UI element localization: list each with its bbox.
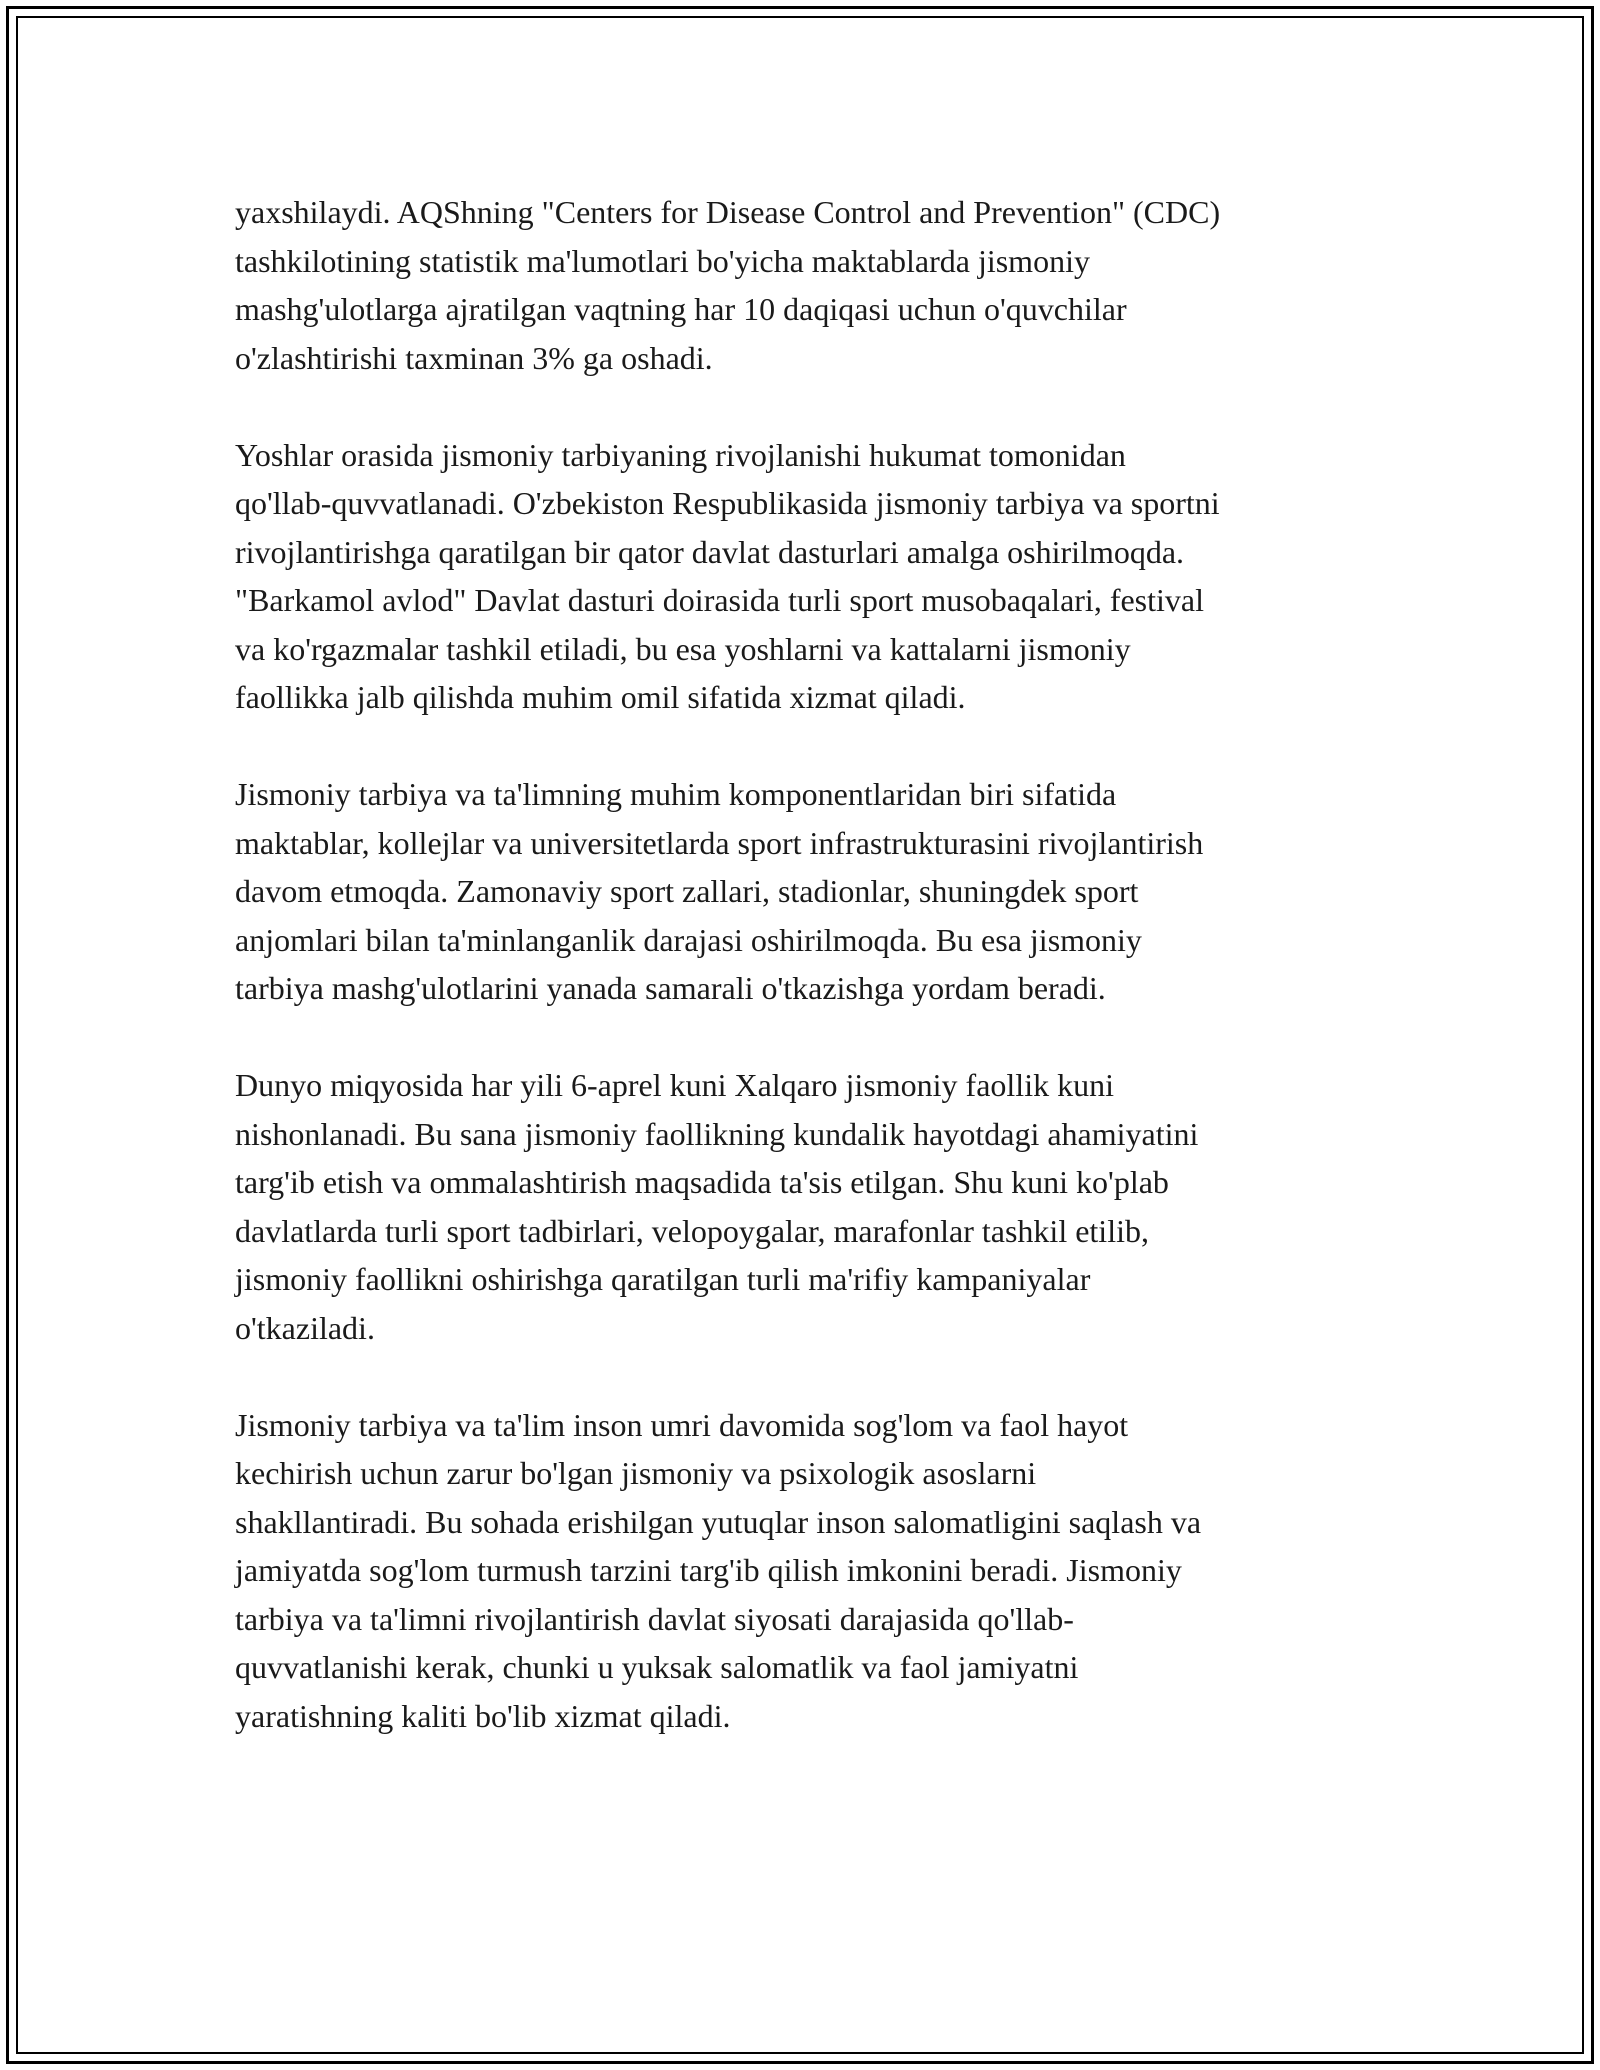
- text-line: o'zlashtirishi taxminan 3% ga oshadi.: [235, 339, 713, 376]
- text-line: shakllantiradi. Bu sohada erishilgan yutuqlar inson salomatligini saqlash va: [235, 1503, 1202, 1540]
- text-line: davom etmoqda. Zamonaviy sport zallari, stadionlar, shuningdek sport: [235, 873, 1139, 909]
- paragraph-government-support: [235, 431, 1370, 722]
- text-line: faollikka jalb qilishda muhim omil sifatida xizmat qiladi.: [235, 679, 966, 715]
- text-line: tarbiya mashg'ulotlarini yanada samarali o'tkazishga yordam beradi.: [235, 970, 1106, 1006]
- text-line: rivojlantirishga qaratilgan bir qator davlat dasturlari amalga oshirilmoqda.: [235, 533, 1185, 570]
- text-line: va ko'rgazmalar tashkil etiladi, bu esa yoshlarni va kattalarni jismoniy: [235, 630, 1131, 667]
- text-line: yaratishning kaliti bo'lib xizmat qiladi.: [235, 1697, 731, 1734]
- text-line: Jismoniy tarbiya va ta'lim inson umri davomida sog'lom va faol hayot: [235, 1406, 1129, 1443]
- text-line: o'tkaziladi.: [235, 1309, 375, 1346]
- text-line: targ'ib etish va ommalashtirish maqsadida ta'sis etilgan. Shu kuni ko'plab: [235, 1164, 1169, 1200]
- text-line: tarbiya va ta'limni rivojlantirish davlat siyosati darajasida qo'llab-: [235, 1600, 1074, 1637]
- paragraph-sport-infrastructure: [235, 770, 1370, 1013]
- text-line: jamiyatda sog'lom turmush tarzini targ'ib qilish imkonini beradi. Jismoniy: [235, 1552, 1182, 1588]
- paragraph-conclusion: [235, 1401, 1370, 1741]
- text-line: nishonlanadi. Bu sana jismoniy faollikning kundalik hayotdagi ahamiyatini: [235, 1115, 1199, 1152]
- text-line: "Barkamol avlod" Davlat dasturi doirasida turli sport musobaqalari, festival: [235, 582, 1204, 618]
- document-body: [235, 188, 1370, 1789]
- text-line: jismoniy faollikni oshirishga qaratilgan turli ma'rifiy kampaniyalar: [235, 1261, 1091, 1297]
- paragraph-cdc-statistics: [235, 188, 1370, 382]
- paragraph-physical-activity-day: [235, 1061, 1370, 1352]
- text-line: Dunyo miqyosida har yili 6-aprel kuni Xalqaro jismoniy faollik kuni: [235, 1067, 1114, 1103]
- text-line: yaxshilaydi. AQShning "Centers for Disease Control and Prevention" (CDC): [235, 194, 1221, 230]
- text-line: Jismoniy tarbiya va ta'limning muhim komponentlaridan biri sifatida: [235, 776, 1117, 812]
- text-line: qo'llab-quvvatlanadi. O'zbekiston Respublikasida jismoniy tarbiya va sportni: [235, 485, 1220, 521]
- text-line: davlatlarda turli sport tadbirlari, velopoygalar, marafonlar tashkil etilib,: [235, 1212, 1149, 1249]
- text-line: kechirish uchun zarur bo'lgan jismoniy va psixologik asoslarni: [235, 1455, 1037, 1491]
- text-line: tashkilotining statistik ma'lumotlari bo'yicha maktablarda jismoniy: [235, 242, 1090, 279]
- text-line: Yoshlar orasida jismoniy tarbiyaning rivojlanishi hukumat tomonidan: [235, 436, 1126, 473]
- text-line: maktablar, kollejlar va universitetlarda sport infrastrukturasini rivojlantirish: [235, 824, 1204, 861]
- text-line: quvvatlanishi kerak, chunki u yuksak salomatlik va faol jamiyatni: [235, 1649, 1079, 1685]
- text-line: anjomlari bilan ta'minlanganlik darajasi oshirilmoqda. Bu esa jismoniy: [235, 921, 1142, 958]
- text-line: mashg'ulotlarga ajratilgan vaqtning har 10 daqiqasi uchun o'quvchilar: [235, 291, 1127, 327]
